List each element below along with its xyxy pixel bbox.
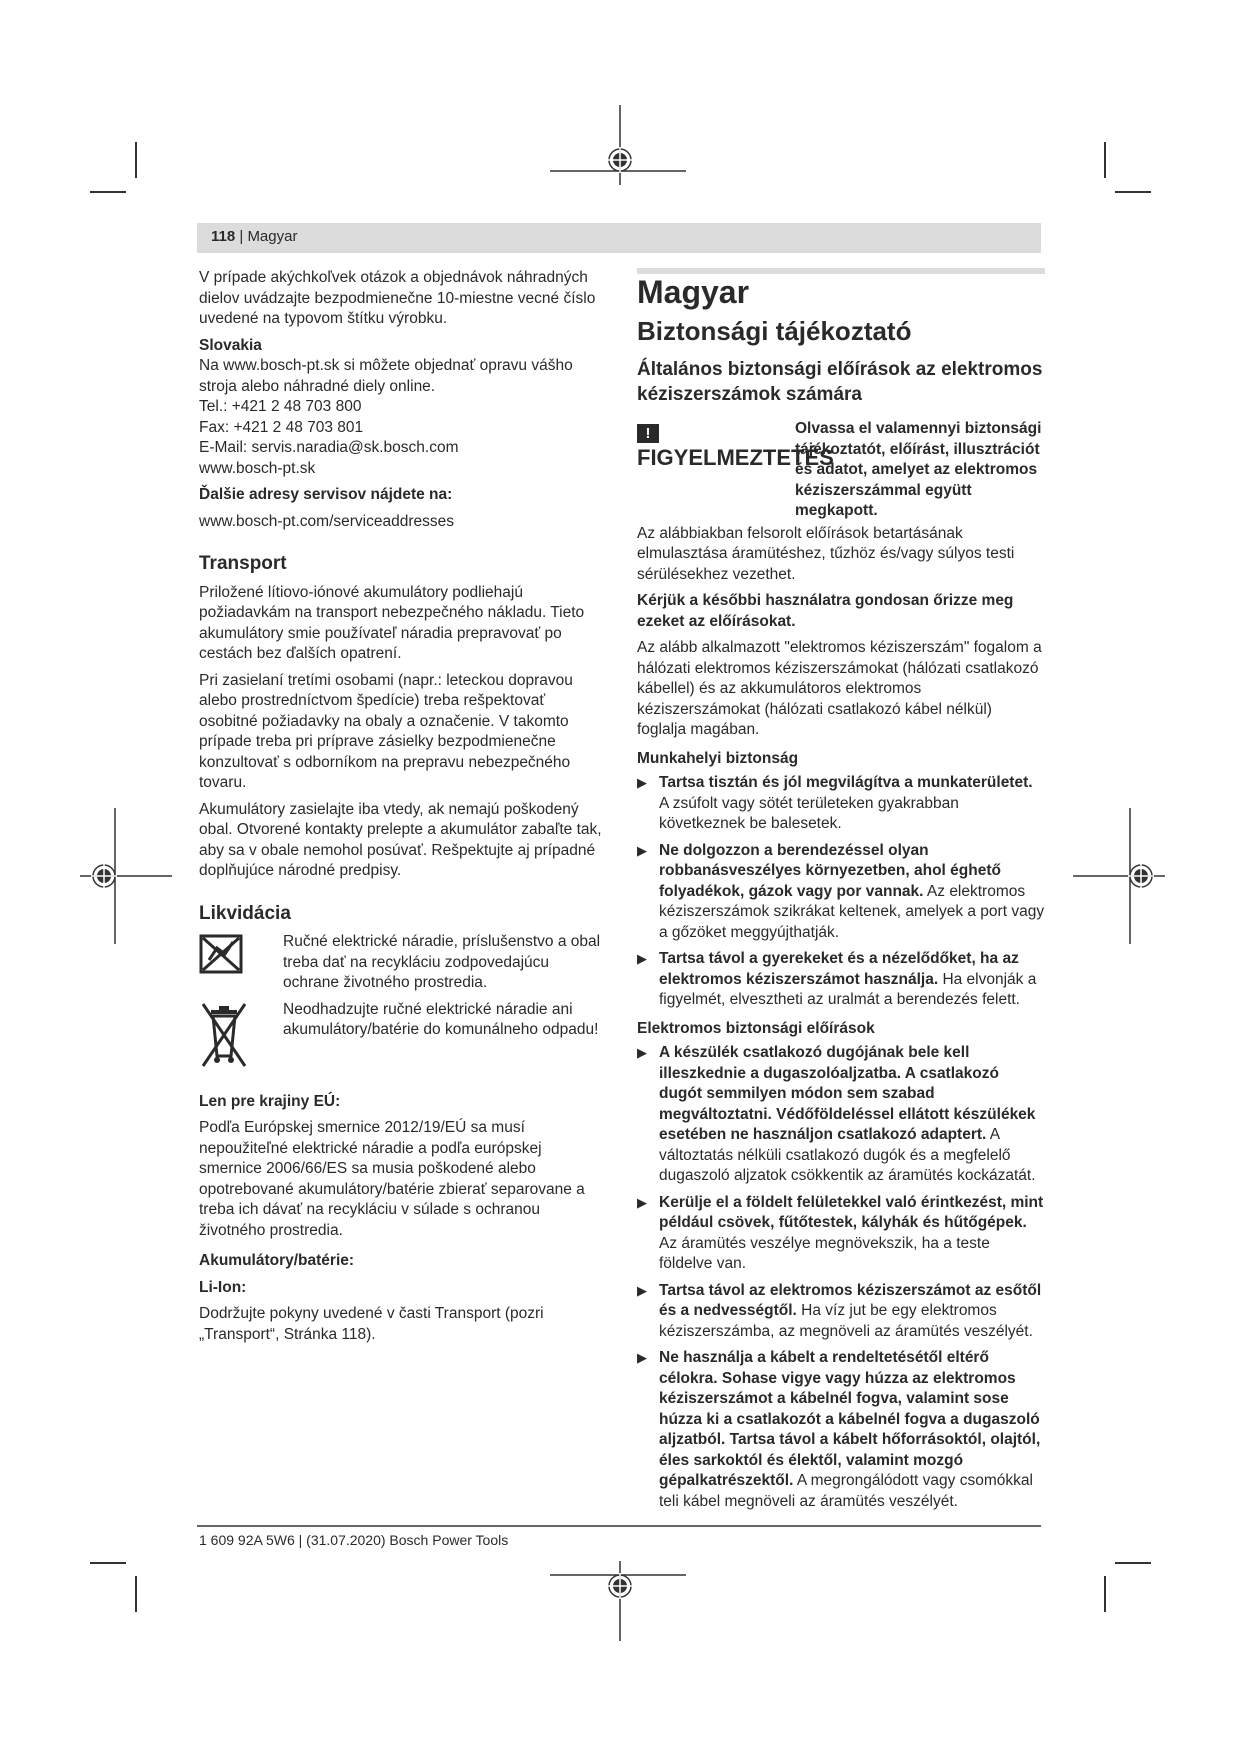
liion-title: Li-Ion: bbox=[199, 1278, 247, 1296]
bullet-item: ▶ Kerülje el a földelt felületekkel való érintkezést, mint például csövek, fűtőtestek, kályhák és hűtőgépek. Az áramütés veszélye megnövekszik, ha a teste földelve van. bbox=[637, 1193, 1044, 1272]
eu-text: Podľa Európskej smernice 2012/19/EÚ sa musí nepoužiteľné elektrické náradie a podľa európskej smernice 2006/66/ES sa musia poškodené alebo opotrebované akumulátory/batérie zbierať separovane a treba ich dávať na recykláciu v súlade s ochranou životného prostredia. bbox=[199, 1119, 585, 1239]
slovakia-fax: Fax: +421 2 48 703 801 bbox=[199, 418, 364, 436]
transport-paragraph-3: Akumulátory zasielajte iba vtedy, ak nemajú poškodený obal. Otvorené kontakty prelepte a akumulátor zabaľte tak, aby sa v obale nemohol posúvať. Rešpektujte aj prípadné doplňujúce národné predpisy. bbox=[199, 800, 602, 879]
bullet-item: ▶ Tartsa távol a gyerekeket és a nézelődőket, ha az elektromos kéziszerszámot használja. Ha elvonják a figyelmét, elvesztheti az uralmát a berendezés felett. bbox=[637, 950, 1037, 1008]
definition-text: Az alább alkalmazott "elektromos kéziszerszám" fogalom a hálózati elektromos kéziszerszámokat (hálózati csatlakozó kábellel) és az akkumulátoros elektromos kéziszerszámokat (hálózati csatlakozó kábel nélkül) foglalja magában. bbox=[637, 639, 1042, 738]
slovakia-text: Na www.bosch-pt.sk si môžete objednať opravu vášho stroja alebo náhradné diely online. bbox=[199, 357, 573, 395]
bullet-item: ▶ A készülék csatlakozó dugójának bele kell illeszkednie a dugaszolóaljzatba. A csatlakozó dugót semmilyen módon sem szabad megváltoztatni. Védőföldeléssel ellátott készülékek esetében ne használjon csatlakozó adaptert. A változtatás nélküli csatlakozó dugók és a megfelelő dugaszoló aljzatok csökkentik az áramütés kockázatát. bbox=[637, 1044, 1036, 1184]
registration-mark-right bbox=[1065, 808, 1165, 944]
bullet-arrow-icon: ▶ bbox=[637, 1194, 647, 1210]
crossed-bin-icon bbox=[199, 1000, 259, 1070]
keep-instructions: Kérjük a későbbi használatra gondosan őrizze meg ezeket az előírásokat. bbox=[637, 592, 1014, 630]
page-number: 118 bbox=[211, 228, 236, 245]
crop-mark bbox=[1115, 1562, 1151, 1564]
disposal-item bbox=[199, 1000, 604, 1070]
warning-text: Az alábbiakban felsorolt előírások betartásának elmulasztása áramütéshez, tűzhöz és/vagy súlyos testi sérülésekhez vezethet. bbox=[637, 524, 1015, 583]
bullet-item: ▶ Tartsa távol az elektromos kéziszerszámot az esőtől és a nedvességtől. Ha víz jut be egy elektromos kéziszerszámba, az megnöveli az áramütés veszélyét. bbox=[637, 1281, 1042, 1340]
left-column bbox=[199, 268, 604, 1351]
slovakia-tel: Tel.: +421 2 48 703 800 bbox=[199, 398, 362, 415]
disposal-text-2: Neodhadzujte ručné elektrické náradie ani akumulátory/batérie do komunálneho odpadu! bbox=[283, 1000, 599, 1038]
workplace-title: Munkahelyi biztonság bbox=[637, 749, 799, 767]
service-title: Ďalšie adresy servisov nájdete na: bbox=[199, 486, 453, 503]
transport-paragraph-1: Priložené lítiovo-iónové akumulátory podliehajú požiadavkám na transport nebezpečného nákladu. Tieto akumulátory smie používateľ náradia prepravovať po cestách bez ďalších opatrení. bbox=[199, 583, 585, 662]
right-column bbox=[637, 268, 1045, 1518]
bullet-item: ▶ Tartsa tisztán és jól megvilágítva a munkaterületet. A zsúfolt vagy sötét területeken gyakrabban következnek be balesetek. bbox=[637, 774, 1033, 832]
crop-mark bbox=[1104, 142, 1106, 178]
safety-title: Biztonsági tájékoztató bbox=[637, 315, 912, 346]
footer-rule bbox=[197, 1525, 1041, 1527]
crop-mark bbox=[90, 1562, 126, 1564]
bullet-item: ▶ Ne használja a kábelt a rendeltetésétől eltérő célokra. Sohase vigye vagy húzza az elektromos kéziszerszámot a kábelnél fogva, valamint sose húzza ki a csatlakozót a kábelnél fogva a dugaszoló aljzatból. Tartsa távol a kábelt hőforrásoktól, olajtól, éles sarkoktól és élektől, valamint mozgó gépalkatrészektől. A megrongálódott vagy csomókkal teli kábel megnöveli az áramütés veszélyét. bbox=[637, 1349, 1041, 1510]
intro-paragraph: V prípade akýchkoľvek otázok a objednávok náhradných dielov uvádzajte bezpodmienečne 10-miestne vecné číslo uvedené na typovom štítku výrobku. bbox=[199, 269, 596, 327]
warning-block bbox=[637, 419, 1045, 522]
bullet-arrow-icon: ▶ bbox=[637, 1045, 647, 1060]
warning-bold-text: Olvassa el valamennyi biztonsági tájékoztatót, előírást, illusztrációt és adatot, amelyet az elektromos kéziszerszámmal együtt megkapott. bbox=[795, 420, 1042, 519]
bullet-arrow-icon: ▶ bbox=[637, 1282, 647, 1298]
header-section: Magyar bbox=[247, 228, 298, 245]
crop-mark bbox=[135, 1576, 137, 1612]
bullet-arrow-icon: ▶ bbox=[637, 951, 647, 966]
transport-heading: Transport bbox=[199, 553, 287, 574]
header-band bbox=[197, 223, 1041, 253]
disposal-text-1: Ručné elektrické náradie, príslušenstvo a obal treba dať na recykláciu zodpovedajúcu ochrane životného prostredia. bbox=[283, 933, 601, 991]
electrical-title: Elektromos biztonsági előírások bbox=[637, 1019, 875, 1037]
crop-mark bbox=[1115, 191, 1151, 193]
crop-mark bbox=[90, 191, 126, 193]
crop-mark bbox=[135, 142, 137, 178]
page-header: 118 | Magyar bbox=[211, 228, 298, 245]
registration-mark-left bbox=[80, 808, 180, 944]
slovakia-web[interactable]: www.bosch-pt.sk bbox=[199, 459, 316, 477]
footer-text: 1 609 92A 5W6 | (31.07.2020) Bosch Power Tools bbox=[199, 1532, 509, 1548]
bullet-arrow-icon: ▶ bbox=[637, 1350, 647, 1365]
warning-triangle-icon: ! bbox=[637, 424, 659, 443]
slovakia-email[interactable]: E-Mail: servis.naradia@sk.bosch.com bbox=[199, 439, 459, 456]
language-title: Magyar bbox=[637, 274, 750, 310]
bullet-item: ▶ Ne dolgozzon a berendezéssel olyan robbanásveszélyes környezetben, ahol éghető folyadékok, gázok vagy por vannak. Az elektromos kéziszerszámok szikrákat keltenek, amelyek a port vagy a gőzöket meggyújthatják. bbox=[637, 841, 1045, 941]
disposal-item bbox=[199, 932, 604, 994]
registration-mark-bottom bbox=[550, 1545, 690, 1641]
batteries-title: Akumulátory/batérie: bbox=[199, 1252, 355, 1269]
warning-label: !FIGYELMEZTETÉS bbox=[637, 425, 834, 470]
general-safety-title: Általános biztonsági előírások az elektromos kéziszerszámok számára bbox=[637, 359, 1043, 405]
eu-title: Len pre krajiny EÚ: bbox=[199, 1092, 341, 1110]
batteries-text: Dodržujte pokyny uvedené v časti Transport (pozri „Transport“, Stránka 118). bbox=[199, 1305, 544, 1343]
bullet-arrow-icon: ▶ bbox=[637, 775, 647, 790]
crop-mark bbox=[1104, 1576, 1106, 1612]
recycle-tool-icon bbox=[199, 932, 259, 980]
service-url[interactable]: www.bosch-pt.com/serviceaddresses bbox=[199, 512, 454, 530]
transport-paragraph-2: Pri zasielaní tretími osobami (napr.: leteckou dopravou alebo prostredníctvom špedície) treba rešpektovať osobitné požiadavky na obaly a označenie. V takomto prípade treba pri príprave zásielky bezpodmienečne konzultovať s odborníkom na prepravu nebezpečného tovaru. bbox=[199, 671, 573, 791]
bullet-arrow-icon: ▶ bbox=[637, 842, 647, 858]
registration-mark-top bbox=[550, 105, 690, 201]
disposal-heading: Likvidácia bbox=[199, 902, 291, 924]
slovakia-title: Slovakia bbox=[199, 336, 262, 354]
